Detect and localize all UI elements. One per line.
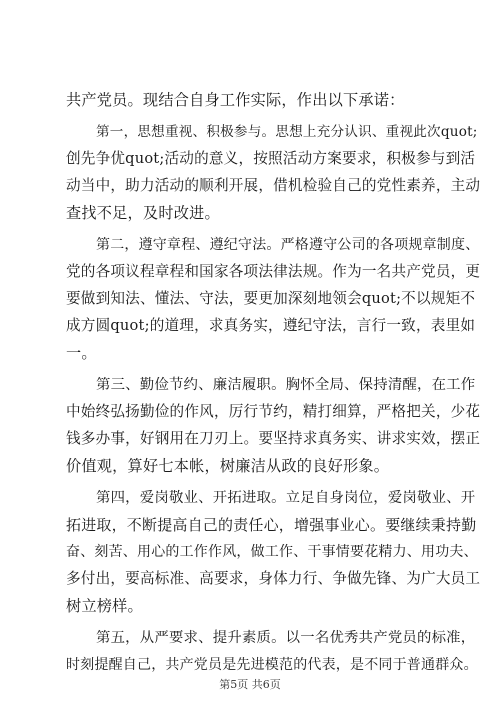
paragraph-3-line: 价值观，算好七本帐，树廉洁从政的良好形象。 xyxy=(66,457,390,475)
paragraph-3-line: 中始终弘扬勤俭的作风，厉行节约，精打细算，严格把关，少花 xyxy=(66,403,481,420)
paragraph-4-line: 多付出，要高标准、高要求，身体力行、争做先锋、为广大员工 xyxy=(66,570,481,587)
paragraph-4-line: 树立榜样。 xyxy=(66,597,143,615)
paragraph-1-line: 动当中，助力活动的顺利开展，借机检验自己的党性素养，主动 xyxy=(66,177,481,194)
paragraph-2-line: 要做到知法、懂法、守法，要更加深刻地领会quot;不以规矩不 xyxy=(66,290,476,307)
paragraph-4-line: 第四，爱岗敬业、开拓进取。立足自身岗位，爱岗敬业、开 xyxy=(96,490,476,506)
paragraph-1-line: 第一，思想重视、积极参与。思想上充分认识、重视此次quot; xyxy=(96,124,478,140)
paragraph-2-line: 成方圆quot;的道理，求真务实，遵纪守法，言行一致，表里如 xyxy=(66,317,476,334)
paragraph-1-line: 创先争优quot;活动的意义，按照活动方案要求，积极参与到活 xyxy=(66,150,476,167)
text-line: 共产党员。现结合自身工作实际，作出以下承诺： xyxy=(66,91,405,109)
paragraph-5-line: 时刻提醒自己，共产党员是先进模范的代表，是不同于普通群众。 xyxy=(66,657,478,673)
paragraph-2-line: 党的各项议程章程和国家各项法律法规。作为一名共产党员，更 xyxy=(66,263,481,280)
paragraph-5-line: 第五，从严要求、提升素质。以一名优秀共产党员的标准， xyxy=(96,630,476,646)
paragraph-3-line: 第三、勤俭节约、廉洁履职。胸怀全局、保持清醒，在工作 xyxy=(96,377,476,393)
paragraph-4-line: 拓进取，不断提高自己的责任心，增强事业心。要继续秉持勤 xyxy=(66,516,477,534)
paragraph-4-line: 奋、刻苦、用心的工作作风，做工作、干事情要花精力、用功夫、 xyxy=(66,544,478,560)
paragraph-2-line: 第二，遵守章程、遵纪守法。严格遵守公司的各项规章制度、 xyxy=(96,237,480,253)
paragraph-3-line: 钱多办事，好钢用在刀刃上。要坚持求真务实、讲求实效，摆正 xyxy=(66,430,481,447)
paragraph-2-line: 一。 xyxy=(66,344,97,362)
page-footer: 第5页 共6页 xyxy=(219,678,281,691)
paragraph-1-line: 查找不足，及时改进。 xyxy=(66,204,220,222)
